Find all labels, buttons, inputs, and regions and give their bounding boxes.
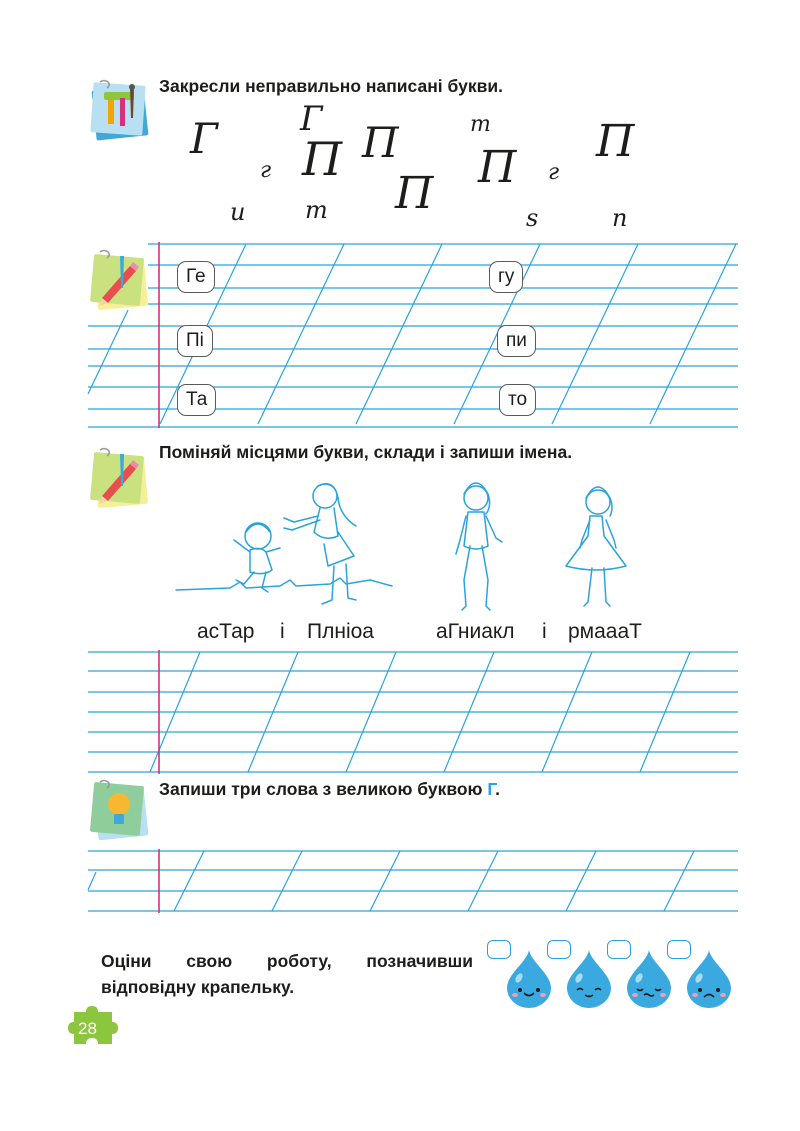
cursive-letter: П	[395, 168, 434, 219]
cursive-letter: т	[305, 196, 328, 224]
highlight-letter: Г	[487, 779, 496, 799]
syllable-box: то	[499, 384, 536, 416]
task-4-instruction	[159, 779, 500, 800]
cursive-letter: Г	[300, 99, 323, 139]
cursive-letter: П	[596, 116, 635, 167]
content-drop-icon[interactable]	[623, 948, 675, 1010]
task-3-instruction: Поміняй місцями букви, склади і запиши імена.	[159, 442, 573, 462]
cursive-letter: т	[470, 112, 491, 137]
scrambled-name: Плніоа	[307, 620, 374, 643]
instruction-end: .	[495, 779, 500, 799]
syllable-box: Пі	[177, 325, 213, 357]
joiner-word: і	[280, 620, 285, 643]
sad-drop-icon[interactable]	[683, 948, 735, 1010]
cursive-letter: П	[302, 132, 343, 186]
task-1-instruction: Закресли неправильно написані букви.	[159, 76, 503, 96]
writing-lines-names	[0, 640, 800, 780]
writing-lines-syllables	[0, 0, 800, 440]
cursive-letter: п	[612, 204, 628, 232]
calm-drop-icon[interactable]	[563, 948, 615, 1010]
self-evaluation-text: Оціни свою роботу, позначивши відповідну крапельку.	[101, 951, 473, 997]
cursive-letter: П	[478, 142, 517, 193]
joiner-word: і	[542, 620, 547, 643]
happy-drop-icon[interactable]	[503, 948, 555, 1010]
pencil-note-icon	[86, 446, 154, 512]
page-number: 28	[78, 1019, 97, 1038]
instruction-text: Запиши три слова з великою буквою	[159, 779, 488, 799]
cursive-letter: и	[230, 198, 246, 226]
syllable-box: Та	[177, 384, 216, 416]
cursive-letter: П	[362, 118, 399, 167]
lightbulb-icon	[86, 778, 154, 844]
writing-lines-words	[0, 840, 800, 920]
children-illustration	[170, 476, 640, 616]
cursive-letter: s	[526, 204, 539, 232]
cursive-letter: г	[548, 160, 560, 185]
syllable-box: пи	[497, 325, 536, 357]
syllable-box: Ге	[177, 261, 215, 293]
scrambled-name: рмаааТ	[568, 620, 642, 643]
cursive-letter: г	[260, 158, 272, 183]
cursive-letter: Г	[190, 114, 218, 163]
syllable-box: гу	[489, 261, 523, 293]
scrambled-name: аГниакл	[436, 620, 515, 643]
scrambled-name: асТар	[197, 620, 255, 643]
